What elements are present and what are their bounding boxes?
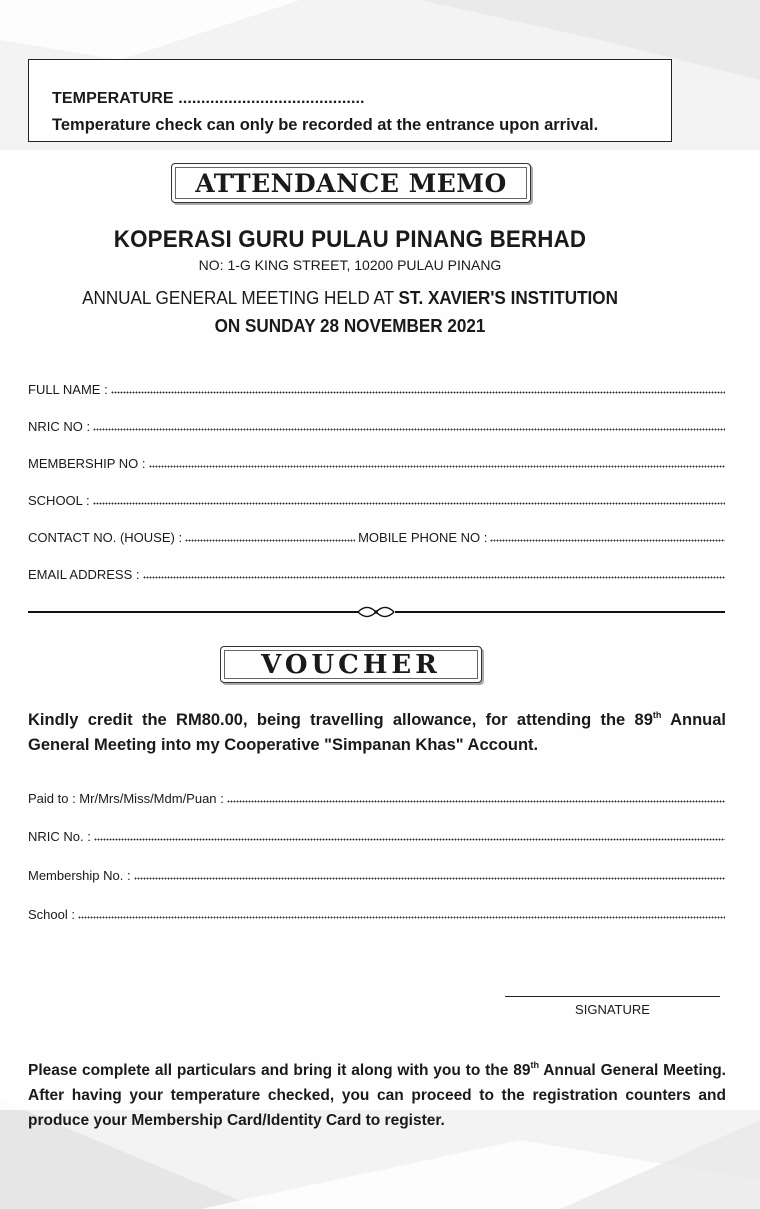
email-dotted-line[interactable]: [143, 576, 726, 579]
organization-name: KOPERASI GURU PULAU PINANG BERHAD: [113, 226, 587, 253]
temperature-note: Temperature check can only be recorded at the entrance upon arrival.: [52, 116, 599, 134]
voucher-school-dotted-line[interactable]: [78, 916, 725, 919]
email-label: EMAIL ADDRESS :: [28, 567, 140, 582]
voucher-text-part1: Kindly credit the RM80.00, being travelling allowance, for attending the 89: [28, 711, 653, 729]
voucher-nric-label: NRIC No. :: [28, 829, 91, 844]
paid-to-dotted-line[interactable]: [227, 800, 725, 803]
mobile-phone-dotted-line[interactable]: [490, 539, 725, 542]
nric-field[interactable]: [28, 416, 725, 434]
school-label: SCHOOL :: [28, 493, 90, 508]
nric-label: NRIC NO :: [28, 419, 91, 434]
voucher-nric-dotted-line[interactable]: [94, 838, 725, 841]
meeting-date: ON SUNDAY 28 NOVEMBER 2021: [214, 316, 486, 336]
meeting-venue: ST. XAVIER'S INSTITUTION: [398, 288, 618, 308]
meeting-prefix: ANNUAL GENERAL MEETING HELD AT: [82, 288, 399, 308]
paid-to-label: Paid to : Mr/Mrs/Miss/Mdm/Puan :: [28, 791, 224, 806]
voucher-membership-label: Membership No. :: [28, 868, 131, 883]
ornamental-divider: [28, 602, 725, 622]
voucher-text-superscript: th: [652, 710, 662, 720]
footer-instructions: [28, 1053, 726, 1133]
voucher-membership-field[interactable]: [28, 865, 725, 883]
voucher-nric-field[interactable]: [28, 826, 725, 844]
temperature-box: [28, 59, 672, 142]
meeting-venue-line: [18, 288, 683, 309]
voucher-school-label: School :: [28, 907, 75, 922]
footer-part2: Annual General Meeting. After having your temperature checked, you can proceed to the registration counters and produce your Membership Card/Identity Card to register.: [28, 1062, 726, 1129]
school-dotted-line[interactable]: [93, 502, 725, 505]
email-field[interactable]: [28, 564, 725, 582]
footer-superscript: th: [530, 1060, 539, 1070]
contact-house-label: CONTACT NO. (HOUSE) :: [28, 530, 183, 545]
full-name-dotted-line[interactable]: [111, 391, 725, 394]
signature-line[interactable]: [505, 996, 720, 997]
nric-dotted-line[interactable]: [93, 428, 725, 431]
footer-part1: Please complete all particulars and bring it along with you to the 89: [28, 1062, 531, 1079]
mobile-phone-label: MOBILE PHONE NO :: [358, 530, 488, 545]
membership-label: MEMBERSHIP NO :: [28, 456, 146, 471]
attendance-memo-title: ATTENDANCE MEMO: [171, 163, 531, 203]
signature-label: SIGNATURE: [575, 1002, 650, 1017]
full-name-field[interactable]: [28, 379, 725, 397]
contact-field-row[interactable]: [28, 527, 725, 545]
school-field[interactable]: [28, 490, 725, 508]
voucher-text-part2: Annual General Meeting into my Cooperative "Simpanan Khas" Account.: [28, 711, 727, 754]
temperature-label: TEMPERATURE .........................................: [52, 90, 365, 107]
paid-to-field[interactable]: [28, 788, 725, 806]
organization-address: NO: 1-G KING STREET, 10200 PULAU PINANG: [198, 257, 502, 273]
voucher-membership-dotted-line[interactable]: [134, 877, 725, 880]
voucher-statement: [28, 703, 726, 758]
membership-dotted-line[interactable]: [149, 465, 725, 468]
contact-house-dotted-line[interactable]: [185, 539, 355, 542]
full-name-label: FULL NAME :: [28, 382, 108, 397]
voucher-school-field[interactable]: [28, 904, 725, 922]
membership-field[interactable]: [28, 453, 725, 471]
voucher-title: VOUCHER: [220, 646, 482, 683]
